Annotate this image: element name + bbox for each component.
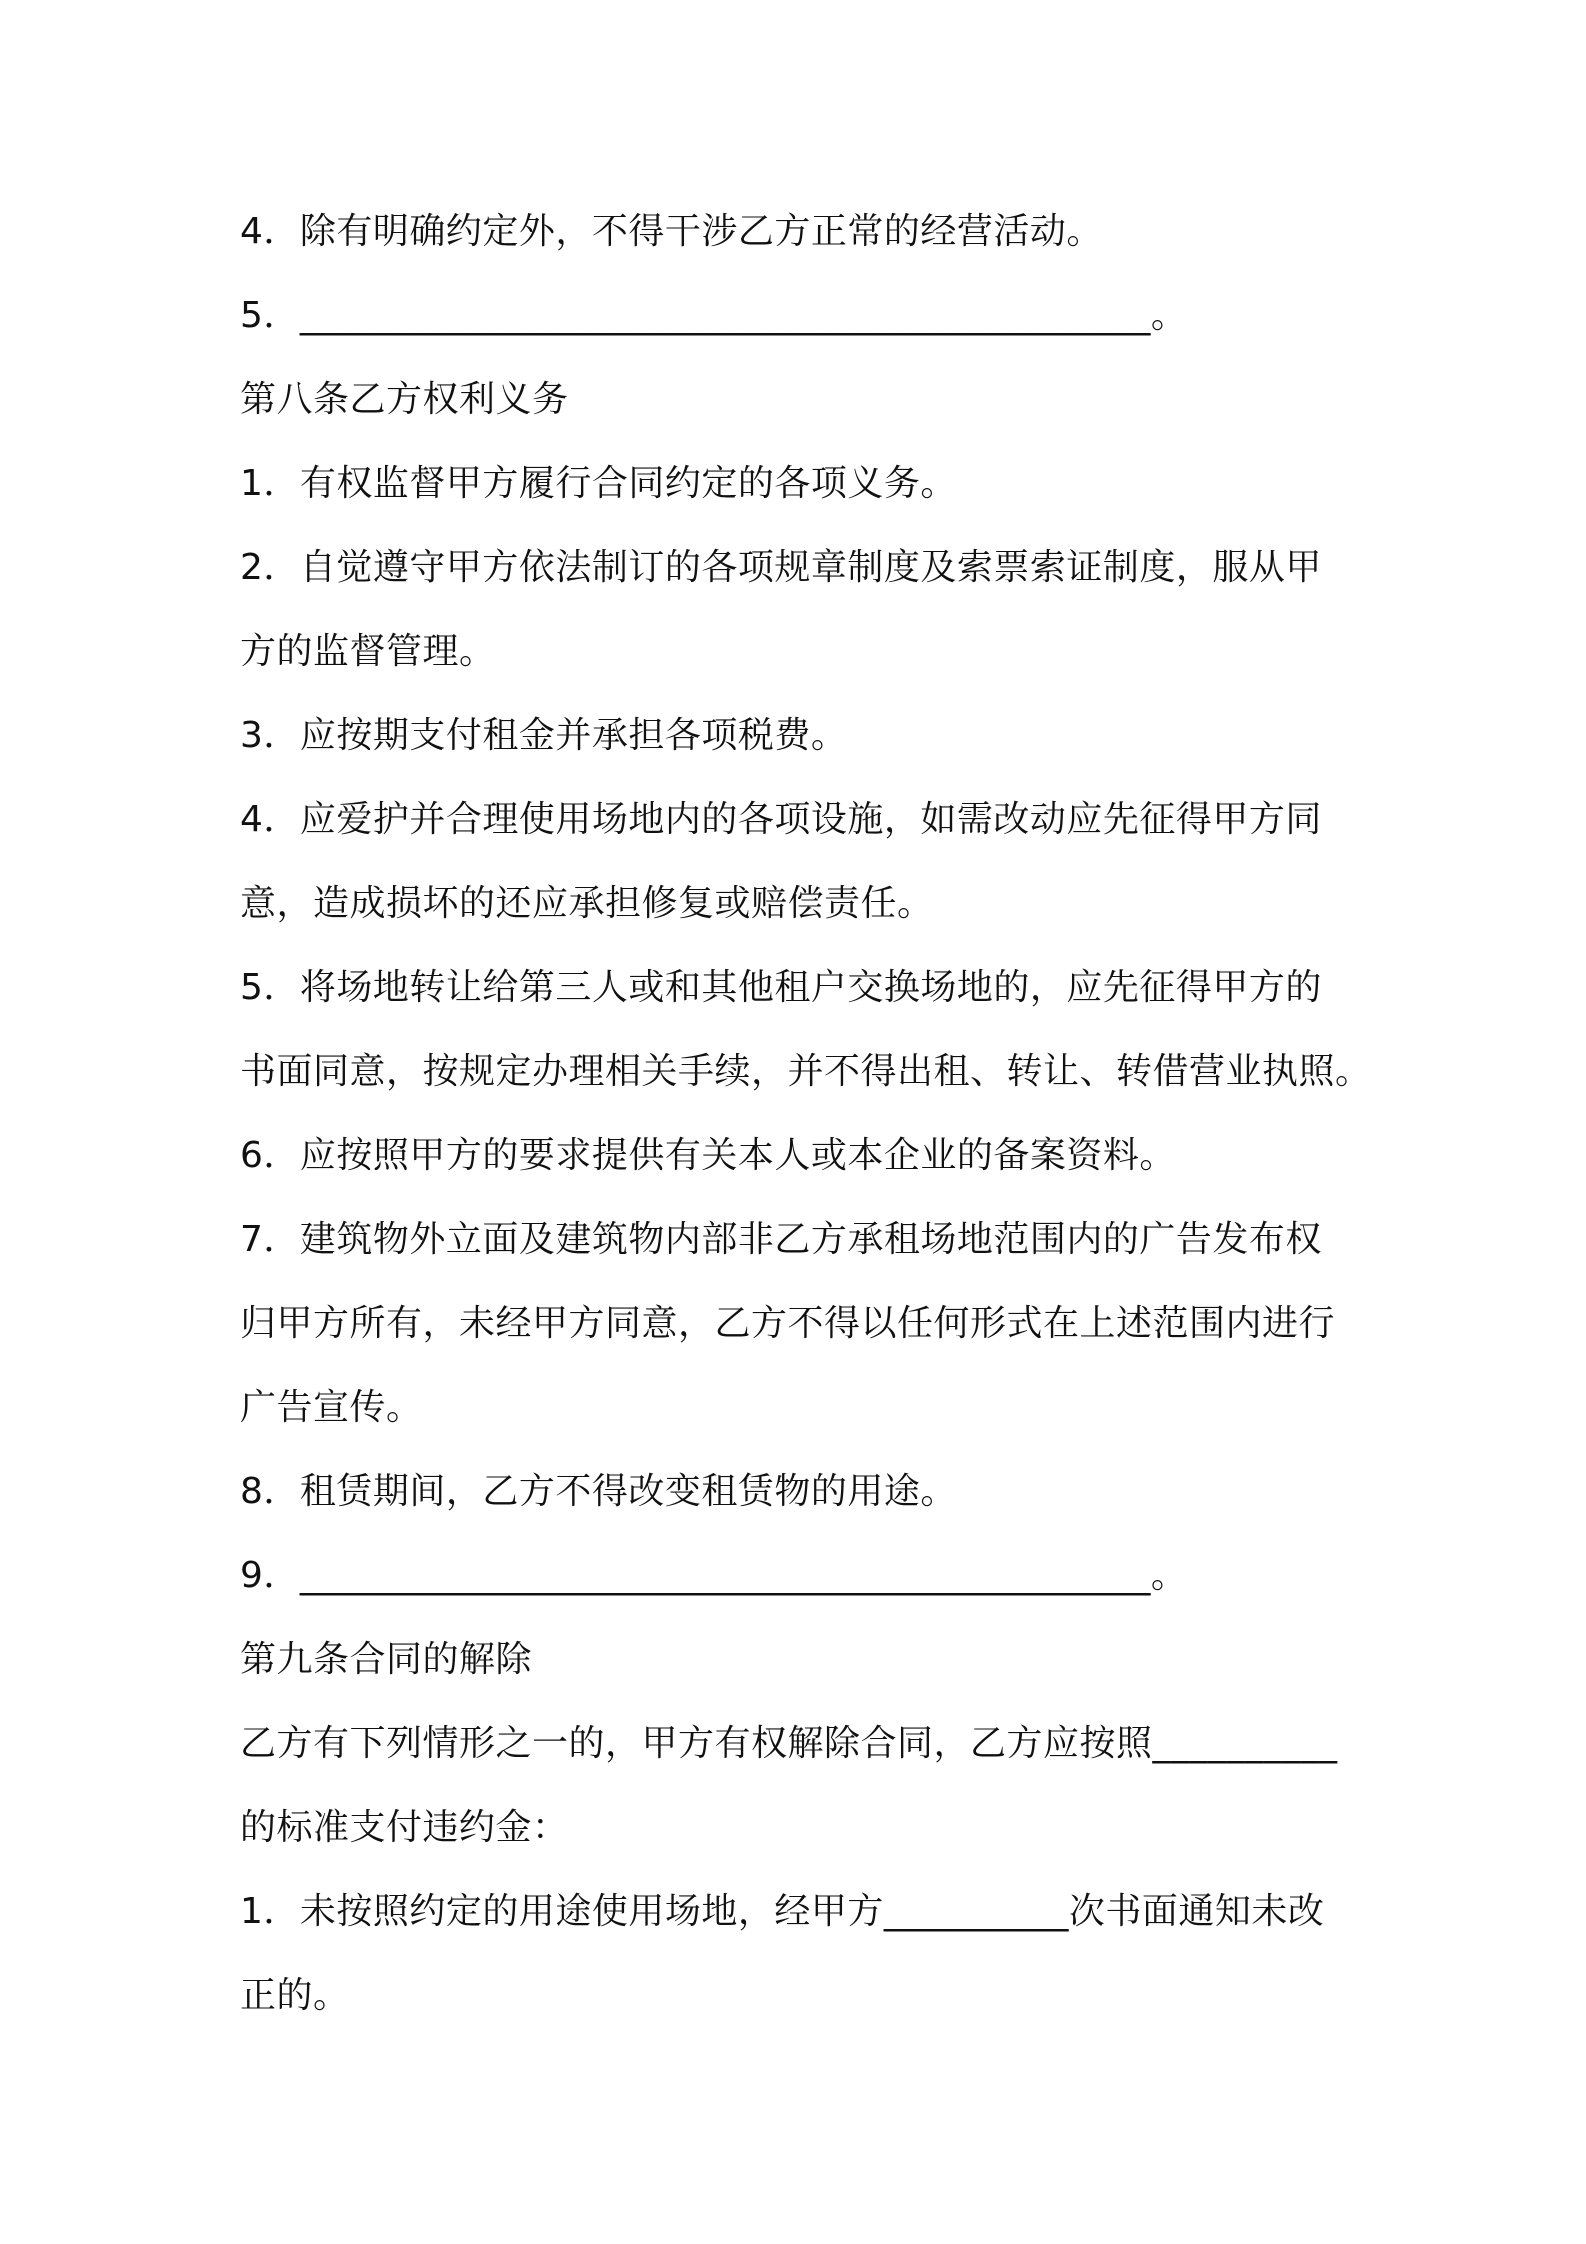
clause-8-heading: 第八条乙方权利义务 <box>240 379 569 420</box>
clause-8-item-7-cont: 归甲方所有，未经甲方同意，乙方不得以任何形式在上述范围内进行 <box>240 1303 1336 1344</box>
clause-8-item-7-cont-2: 广告宣传。 <box>240 1387 423 1428</box>
clause-9-intro: 乙方有下列情形之一的，甲方有权解除合同，乙方应按照__________ <box>240 1723 1338 1764</box>
clause-9-item-1-cont: 正的。 <box>240 1975 350 2016</box>
clause-9-heading: 第九条合同的解除 <box>240 1639 533 1680</box>
clause-8-item-9-blank: 9．______________________________________________。 <box>240 1555 1188 1596</box>
clause-8-item-4-cont: 意，造成损坏的还应承担修复或赔偿责任。 <box>240 883 934 924</box>
clause-8-item-4: 4．应爱护并合理使用场地内的各项设施，如需改动应先征得甲方同 <box>240 799 1322 840</box>
clause-8-item-8: 8．租赁期间，乙方不得改变租赁物的用途。 <box>240 1471 957 1512</box>
clause-7-item-5-blank: 5．______________________________________________。 <box>240 295 1188 336</box>
clause-7-item-4: 4．除有明确约定外，不得干涉乙方正常的经营活动。 <box>240 211 1103 252</box>
clause-9-item-1: 1．未按照约定的用途使用场地，经甲方__________次书面通知未改 <box>240 1891 1325 1932</box>
clause-9-intro-cont: 的标准支付违约金： <box>240 1807 569 1848</box>
clause-8-item-2: 2．自觉遵守甲方依法制订的各项规章制度及索票索证制度，服从甲 <box>240 547 1322 588</box>
clause-8-item-5: 5．将场地转让给第三人或和其他租户交换场地的，应先征得甲方的 <box>240 967 1322 1008</box>
clause-8-item-2-cont: 方的监督管理。 <box>240 631 496 672</box>
clause-8-item-1: 1．有权监督甲方履行合同约定的各项义务。 <box>240 463 957 504</box>
document-body <box>240 190 1372 2038</box>
clause-8-item-7: 7．建筑物外立面及建筑物内部非乙方承租场地范围内的广告发布权 <box>240 1219 1322 1260</box>
clause-8-item-3: 3．应按期支付租金并承担各项税费。 <box>240 715 848 756</box>
clause-8-item-5-cont: 书面同意，按规定办理相关手续，并不得出租、转让、转借营业执照。 <box>240 1051 1372 1092</box>
clause-8-item-6: 6．应按照甲方的要求提供有关本人或本企业的备案资料。 <box>240 1135 1176 1176</box>
